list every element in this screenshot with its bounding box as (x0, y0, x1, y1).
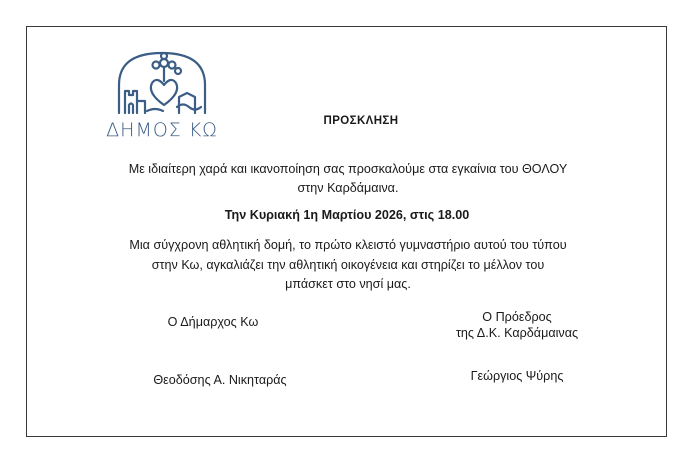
description-line: μπάσκετ στο νησί μας. (285, 277, 411, 291)
invitation-card (26, 26, 667, 437)
description-line: Μια σύγχρονη αθλητική δομή, το πρώτο κλειστό γυμναστήριο αυτού του τύπου (129, 238, 567, 252)
municipality-emblem-icon (107, 47, 217, 119)
president-title-line: Ο Πρόεδρος (482, 310, 552, 324)
president-name: Γεώργιος Ψύρης (470, 369, 564, 383)
president-title (422, 309, 612, 341)
event-date: Την Κυριακή 1η Μαρτίου 2026, στις 18.00 (224, 208, 470, 222)
description-line: στην Κω, αγκαλιάζει την αθλητική οικογένεια και στηρίζει το μέλλον του (151, 257, 545, 272)
mayor-title: Ο Δήμαρχος Κω (167, 315, 259, 329)
president-title-line: της Δ.Κ. Καρδάμαινας (455, 326, 579, 340)
mayor-name: Θεοδόσης Α. Νικηταράς (153, 373, 287, 387)
municipality-logo (101, 47, 223, 152)
intro-paragraph (103, 160, 593, 198)
logo-text: ΔΗΜΟΣ ΚΩ (106, 119, 218, 141)
description-paragraph (115, 236, 581, 295)
intro-line: στην Καρδάμαινα. (297, 181, 399, 195)
invitation-title: ΠΡΟΣΚΛΗΣΗ (323, 115, 399, 127)
intro-line: Με ιδιαίτερη χαρά και ικανοποίηση σας προσκαλούμε στα εγκαίνια του ΘΟΛΟΥ (128, 162, 568, 176)
